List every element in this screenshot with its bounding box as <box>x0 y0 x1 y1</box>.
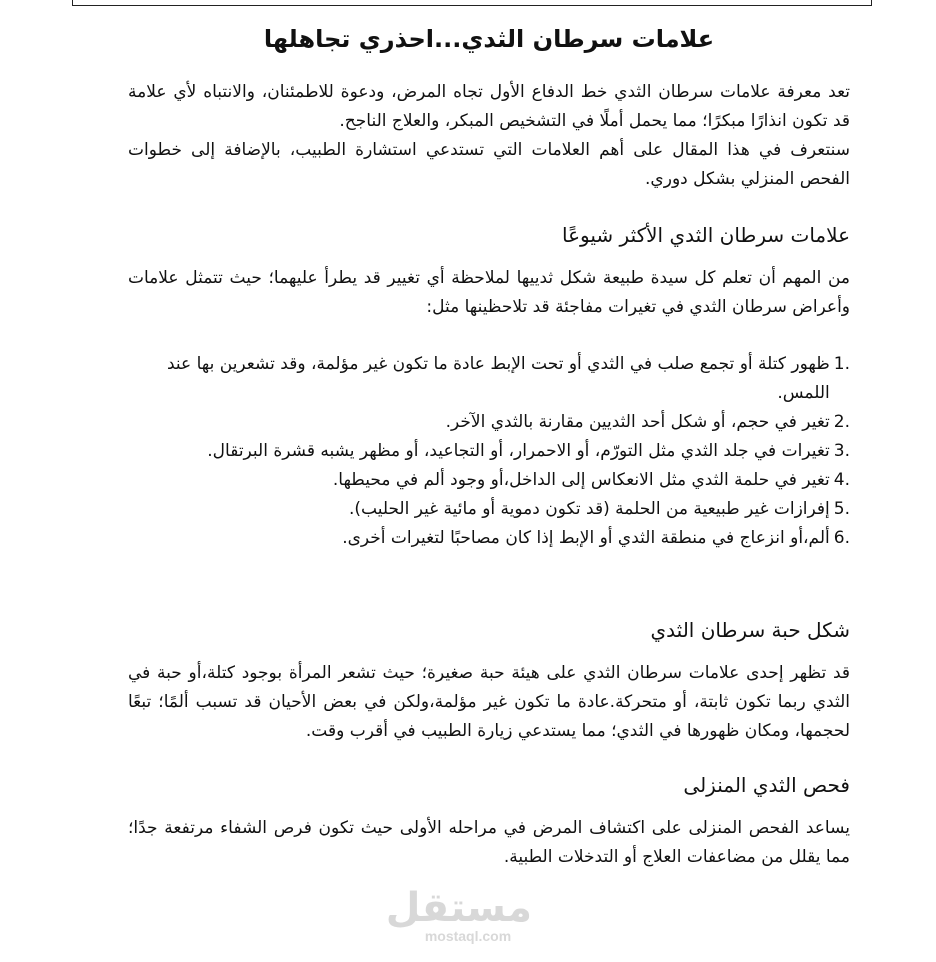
list-item-text: ظهور كتلة أو تجمع صلب في الثدي أو تحت الإبط عادة ما تكون غير مؤلمة، وقد تشعرين بها عند اللمس. <box>167 354 830 403</box>
list-item-number: 4. <box>833 470 850 490</box>
list-item-number: 5. <box>833 499 850 519</box>
article-title: علامات سرطان الثدي...احذري تجاهلها <box>263 25 715 53</box>
section-body-common-signs: من المهم أن تعلم كل سيدة طبيعة شكل ثدييها لملاحظة أي تغيير قد يطرأ عليهما؛ حيث تتمثل علامات وأعراض سرطان الثدي في تغيرات مفاجئة قد تلاحظينها مثل: <box>128 268 850 317</box>
section-heading-self-exam: فحص الثدي المنزلى <box>683 773 850 797</box>
mostaql-watermark <box>385 885 532 944</box>
section-body-lump-shape: قد تظهر إحدى علامات سرطان الثدي على هيئة حبة صغيرة؛ حيث تشعر المرأة بوجود كتلة،أو حبة في الثدي ربما تكون ثابتة، أو متحركة.عادة ما تكون غير مؤلمة،ولكن في بعض الأحيان قد تسبب ألمًا؛ تبعًا لحجمها، ومكان ظهورها في الثدي؛ مما يستدعي زيارة الطبيب في أقرب وقت. <box>128 663 850 741</box>
list-item-number: 1. <box>833 354 850 374</box>
list-item-text: تغيرات في جلد الثدي مثل التورّم، أو الاحمرار، أو التجاعيد، أو مظهر يشبه قشرة البرتقال. <box>207 441 830 461</box>
list-item-text: تغير في حجم، أو شكل أحد الثديين مقارنة بالثدي الآخر. <box>445 412 830 432</box>
list-item <box>128 524 850 553</box>
article <box>128 16 850 872</box>
list-item <box>128 437 850 466</box>
intro-paragraph-1: تعد معرفة علامات سرطان الثدي خط الدفاع الأول تجاه المرض، ودعوة للاطمئنان، والانتباه لأي علامة قد تكون انذارًا مبكرًا؛ مما يحمل أملًا في التشخيص المبكر، والعلاج الناجح. <box>128 82 850 131</box>
section-body-self-exam: يساعد الفحص المنزلى على اكتشاف المرض في مراحله الأولى حيث تكون فرص الشفاء مرتفعة جدًا؛ مما يقلل من مضاعفات العلاج أو التدخلات الطبية. <box>128 818 850 867</box>
list-item-number: 6. <box>833 528 850 548</box>
top-border-rule <box>72 0 872 6</box>
section-heading-common-signs: علامات سرطان الثدي الأكثر شيوعًا <box>562 223 850 247</box>
list-item <box>128 466 850 495</box>
section-heading-lump-shape: شكل حبة سرطان الثدي <box>650 618 850 642</box>
watermark-arabic-logo: مستقل <box>385 885 532 931</box>
list-item-number: 2. <box>833 412 850 432</box>
list-item-number: 3. <box>833 441 850 461</box>
list-item-text: إفرازات غير طبيعية من الحلمة (قد تكون دموية أو مائية غير الحليب). <box>348 499 830 519</box>
list-item <box>128 350 850 408</box>
list-item <box>128 495 850 524</box>
watermark-latin-text: mostaql.com <box>424 928 512 944</box>
list-item-text: تغير في حلمة الثدي مثل الانعكاس إلى الداخل،أو وجود ألم في محيطها. <box>332 470 830 490</box>
intro-paragraph-2: سنتعرف في هذا المقال على أهم العلامات التي تستدعي استشارة الطبيب، بالإضافة إلى خطوات الفحص المنزلي بشكل دوري. <box>128 140 850 189</box>
list-item <box>128 408 850 437</box>
signs-list <box>128 350 850 553</box>
list-item-text: ألم،أو انزعاج في منطقة الثدي أو الإبط إذا كان مصاحبًا لتغيرات أخرى. <box>342 528 830 548</box>
